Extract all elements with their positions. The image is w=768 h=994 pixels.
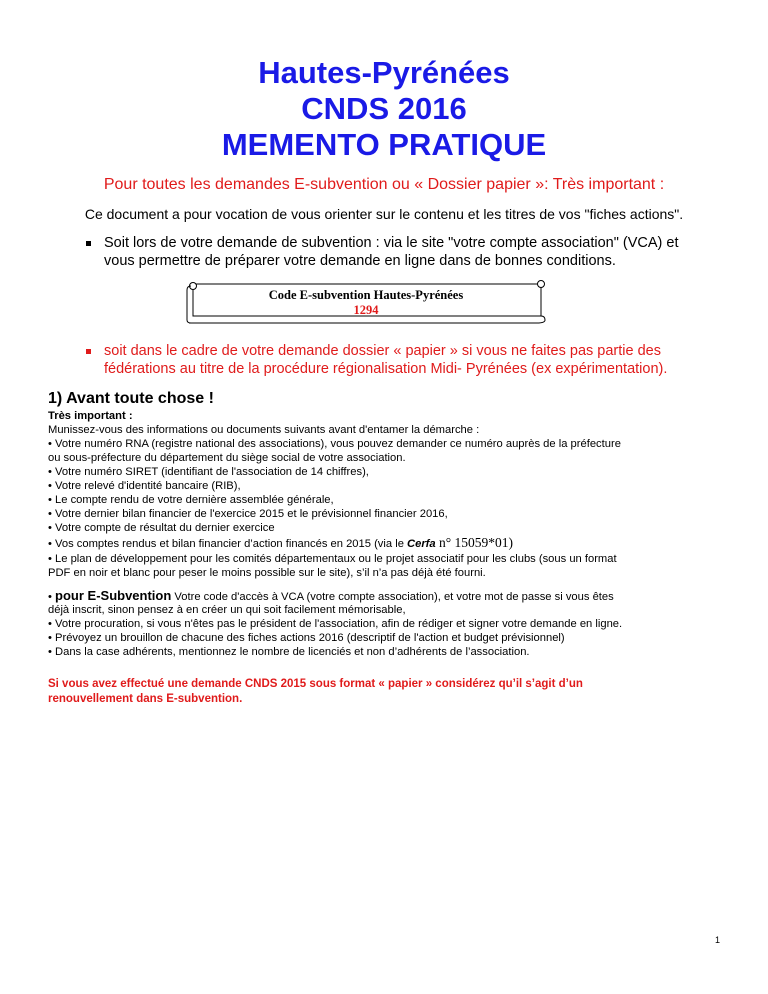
- bullet-vca-line-1: Soit lors de votre demande de subvention : via le site "votre compte association" (VCA) et: [104, 235, 679, 251]
- renewal-note-line-1: Si vous avez effectué une demande CNDS 2015 sous format « papier » considérez qu’il s’agit d’un: [48, 678, 583, 690]
- bullet-papier-line-2: fédérations au titre de la procédure régionalisation Midi- Pyrénées (ex expérimentation).: [104, 361, 668, 377]
- doc-line: ou sous-préfecture du département du siège social de votre association.: [48, 452, 406, 464]
- doc-line: PDF en noir et blanc pour peser le moins possible sur le site), s’il n’a pas déjà été fourni.: [48, 567, 486, 579]
- section-1-heading: 1) Avant toute chose !: [48, 390, 214, 407]
- important-label: [48, 410, 133, 424]
- renewal-note: [48, 677, 583, 707]
- doc-line: • Votre relevé d'identité bancaire (RIB),: [48, 480, 241, 492]
- doc-line: • Dans la case adhérents, mentionnez le nombre de licenciés et non d’adhérents de l’association.: [48, 646, 530, 658]
- scroll-title: Code E-subvention Hautes-Pyrénées: [268, 288, 464, 302]
- doc-line: déjà inscrit, sinon pensez à en créer un qui soit facilement mémorisable,: [48, 604, 406, 616]
- doc-line: • Prévoyez un brouillon de chacune des fiches actions 2016 (descriptif de l'action et budget prévisionnel): [48, 632, 565, 644]
- code-scroll-box: [185, 280, 547, 324]
- title-line-1: Hautes-Pyrénées: [258, 55, 510, 90]
- square-bullet-icon: [86, 349, 91, 354]
- doc-line: Munissez-vous des informations ou documents suivants avant d'entamer la démarche :: [48, 424, 480, 436]
- doc-line: • Le compte rendu de votre dernière assemblée générale,: [48, 494, 334, 506]
- cerfa-line: [48, 536, 513, 552]
- purpose-text: Ce document a pour vocation de vous orienter sur le contenu et les titres de vos "fiches actions".: [84, 206, 684, 222]
- doc-line: • Votre numéro SIRET (identifiant de l'association de 14 chiffres),: [48, 466, 369, 478]
- esub-rest: Votre code d'accès à VCA (votre compte association), et votre mot de passe si vous êtes: [171, 591, 614, 603]
- title-line-3: MEMENTO PRATIQUE: [221, 127, 547, 162]
- doc-line: • Votre compte de résultat du dernier exercice: [48, 522, 275, 534]
- page-number: 1: [715, 935, 721, 945]
- doc-line: • Votre dernier bilan financier de l'exercice 2015 et le prévisionnel financier 2016,: [48, 508, 448, 520]
- esubvention-line: [48, 589, 614, 605]
- intro-important: Pour toutes les demandes E-subvention ou « Dossier papier »: Très important :: [103, 176, 665, 193]
- renewal-note-line-2: renouvellement dans E-subvention.: [48, 693, 243, 705]
- cerfa-prefix: • Vos comptes rendus et bilan financier d’action financés en 2015 (via le: [48, 538, 408, 550]
- doc-line: • Le plan de développement pour les comités départementaux ou le projet associatif pour les clubs (sous un format: [48, 553, 617, 565]
- esub-bold: pour E-Subvention: [55, 588, 172, 603]
- bullet-papier-line-1: soit dans le cadre de votre demande dossier « papier » si vous ne faites pas partie des: [104, 343, 661, 359]
- cerfa-word: Cerfa: [407, 538, 436, 550]
- doc-line: • Votre procuration, si vous n'êtes pas le président de l'association, afin de rédiger et signer votre demande en ligne.: [48, 618, 623, 630]
- square-bullet-icon: [86, 241, 91, 246]
- bullet-vca-line-2: vous permettre de préparer votre demande en ligne dans de bonnes conditions.: [104, 253, 616, 269]
- important-label-text: Très important :: [48, 410, 133, 422]
- title-line-2: CNDS 2016: [301, 91, 467, 126]
- cerfa-number: n° 15059*01): [435, 535, 514, 550]
- doc-line: • Votre numéro RNA (registre national des associations), vous pouvez demander ce numéro auprès de la préfecture: [48, 438, 621, 450]
- esub-prefix: •: [48, 591, 56, 603]
- esubvention-code: 1294: [353, 303, 379, 317]
